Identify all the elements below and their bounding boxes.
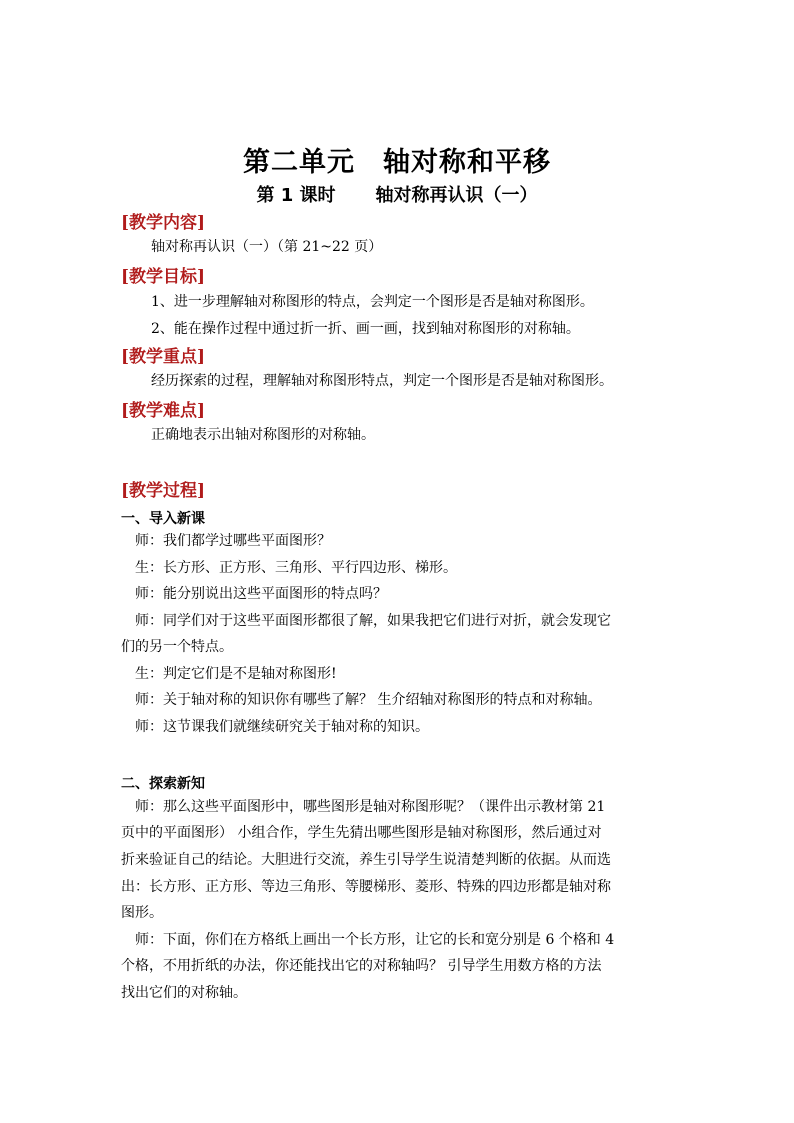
- dialogue-line: 师：我们都学过哪些平面图形？: [135, 533, 331, 549]
- goal-item: 1、进一步理解轴对称图形的特点，会判定一个图形是否是轴对称图形。: [151, 294, 594, 310]
- paragraph-line: 师：下面，你们在方格纸上画出一个长方形，让它的长和宽分别是 6 个格和 4: [135, 932, 615, 948]
- dialogue-line: 师：关于轴对称的知识你有哪些了解？ 生介绍轴对称图形的特点和对称轴。: [135, 692, 602, 708]
- dialogue-line: 师：这节课我们就继续研究关于轴对称的知识。: [135, 719, 429, 735]
- section-heading-key-points: [教学重点]: [121, 347, 206, 367]
- paragraph-line: 找出它们的对称轴。: [121, 985, 247, 1001]
- part1-heading: 一、导入新课: [121, 511, 205, 527]
- section-heading-process: [教学过程]: [121, 481, 206, 501]
- goal-item: 2、能在操作过程中通过折一折、画一画，找到轴对称图形的对称轴。: [151, 321, 580, 337]
- key-points-text: 经历探索的过程，理解轴对称图形特点，判定一个图形是否是轴对称图形。: [151, 373, 613, 389]
- difficulties-text: 正确地表示出轴对称图形的对称轴。: [151, 427, 375, 443]
- unit-title: 第二单元 轴对称和平移: [243, 147, 551, 178]
- paragraph-line: 页中的平面图形） 小组合作，学生先猜出哪些图形是轴对称图形，然后通过对: [121, 825, 602, 841]
- section-heading-difficulties: [教学难点]: [121, 401, 206, 421]
- dialogue-line: 生：判定它们是不是轴对称图形!: [135, 666, 337, 682]
- lesson-title: [0, 181, 794, 207]
- dialogue-line: 们的另一个特点。: [121, 639, 233, 655]
- lesson-number: 第 1 课时: [256, 185, 336, 206]
- dialogue-line: 师：能分别说出这些平面图形的特点吗？: [135, 586, 387, 602]
- paragraph-line: 师：那么这些平面图形中，哪些图形是轴对称图形呢？（课件出示教材第 21: [135, 799, 606, 815]
- paragraph-line: 图形。: [121, 905, 163, 921]
- paragraph-line: 折来验证自己的结论。大胆进行交流，养生引导学生说清楚判断的依据。从而选: [121, 852, 611, 868]
- paragraph-line: 出：长方形、正方形、等边三角形、等腰梯形、菱形、特殊的四边形都是轴对称: [121, 879, 611, 895]
- paragraph-line: 个格，不用折纸的办法，你还能找出它的对称轴吗？ 引导学生用数方格的方法: [121, 958, 602, 974]
- dialogue-line: 生：长方形、正方形、三角形、平行四边形、梯形。: [135, 560, 457, 576]
- part2-heading: 二、探索新知: [121, 776, 205, 792]
- section-heading-goals: [教学目标]: [121, 267, 206, 287]
- content-text: 轴对称再认识（一）（第 21~22 页）: [151, 239, 383, 255]
- lesson-topic: 轴对称再认识（一）: [375, 185, 538, 206]
- dialogue-line: 师：同学们对于这些平面图形都很了解，如果我把它们进行对折，就会发现它: [135, 613, 611, 629]
- section-heading-content: [教学内容]: [121, 213, 206, 233]
